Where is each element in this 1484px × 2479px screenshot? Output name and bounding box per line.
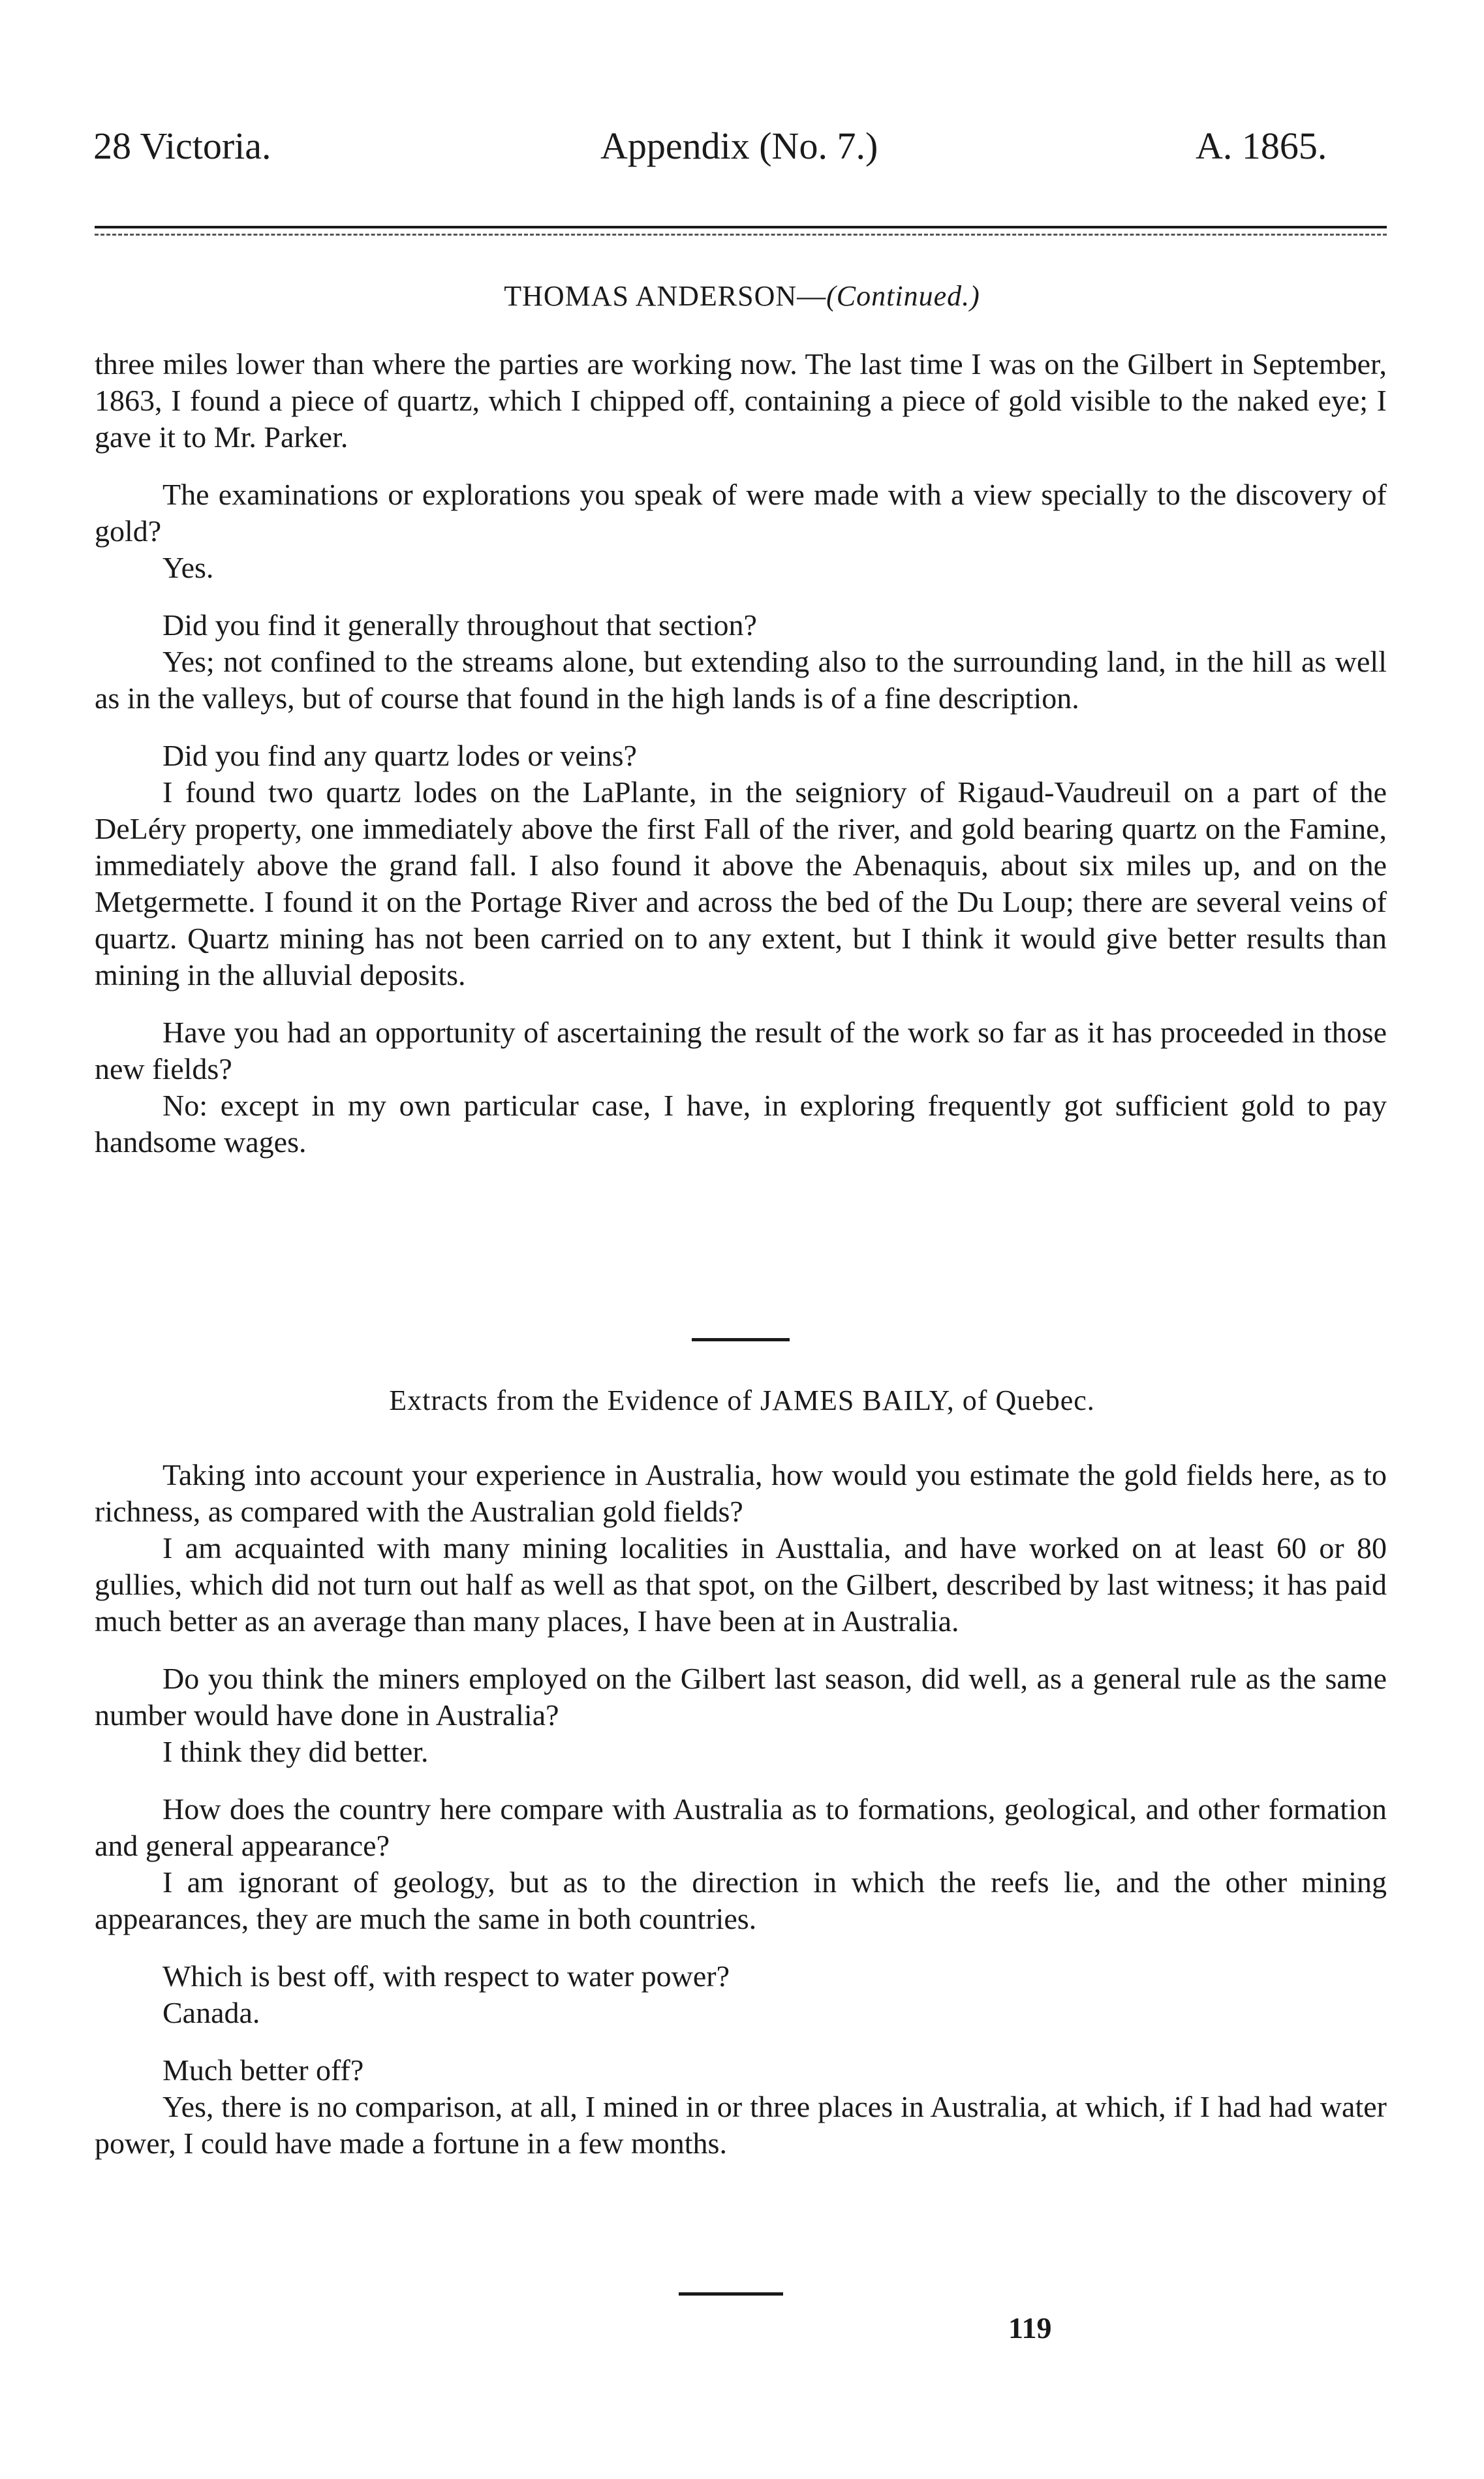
anderson-testimony	[95, 346, 1387, 1161]
question: Much better off?	[162, 2053, 364, 2087]
header-rule-dashed	[95, 234, 1387, 236]
question: How does the country here compare with Australia as to formations, geological, and other formation and general appearance?	[95, 1792, 1387, 1862]
answer: Yes; not confined to the streams alone, but extending also to the surrounding land, in the hill as well as in the valleys, but of course that found in the high lands is of a fine description.	[95, 645, 1387, 715]
answer: I think they did better.	[162, 1735, 429, 1768]
question: Do you think the miners employed on the Gilbert last season, did well, as a general rule as the same number would have done in Australia?	[95, 1662, 1387, 1732]
header-rule	[95, 226, 1387, 228]
answer: No: except in my own particular case, I have, in exploring frequently got sufficient gold to pay handsome wages.	[95, 1089, 1387, 1159]
page-number: 119	[1008, 2311, 1052, 2345]
answer: Canada.	[162, 1996, 260, 2029]
answer: Yes.	[162, 551, 214, 584]
question: Which is best off, with respect to water power?	[162, 1959, 730, 1993]
answer: I am ignorant of geology, but as to the direction in which the reefs lie, and the other mining appearances, they are much the same in both countries.	[95, 1865, 1387, 1935]
answer: I found two quartz lodes on the LaPlante, in the seigniory of Rigaud-Vaudreuil on a part of the DeLéry property, one immediately above the first Fall of the river, and gold bearing quartz on the Famine, immediately above the grand fall. I also found it above the Abenaquis, about six miles up, and on the Metgermette. I found it on the Portage River and across the bed of the Du Loup; there are several veins of quartz. Quartz mining has not been carried on to any extent, but I think it would give better results than mining in the alluvial deposits.	[95, 775, 1387, 991]
question: The examinations or explorations you speak of were made with a view specially to the discovery of gold?	[95, 478, 1387, 548]
end-divider	[679, 2292, 783, 2296]
section-title-anderson	[0, 279, 1484, 313]
header-appendix: Appendix (No. 7.)	[600, 125, 878, 167]
baily-testimony	[95, 1457, 1387, 2162]
section-title-continued: (Continued.)	[826, 280, 980, 312]
paragraph: three miles lower than where the parties are working now. The last time I was on the Gilbert in September, 1863, I found a piece of quartz, which I chipped off, containing a piece of gold visible to the naked eye; I gave it to Mr. Parker.	[95, 347, 1387, 454]
section-title-main: THOMAS ANDERSON—	[504, 280, 827, 312]
header-year: A. 1865.	[1196, 125, 1327, 167]
question: Have you had an opportunity of ascertaining the result of the work so far as it has proceeded in those new fields?	[95, 1016, 1387, 1085]
section-title-baily: Extracts from the Evidence of JAMES BAILY, of Quebec.	[389, 1384, 1095, 1416]
question: Did you find it generally throughout that section?	[162, 608, 757, 642]
answer: I am acquainted with many mining localities in Austtalia, and have worked on at least 60 or 80 gullies, which did not turn out half as well as that spot, on the Gilbert, described by last witness; it has paid much better as an average than many places, I have been at in Australia.	[95, 1531, 1387, 1638]
question: Taking into account your experience in Australia, how would you estimate the gold fields here, as to richness, as compared with the Australian gold fields?	[95, 1458, 1387, 1528]
section-divider	[692, 1338, 790, 1341]
question: Did you find any quartz lodes or veins?	[162, 739, 637, 772]
answer: Yes, there is no comparison, at all, I mined in or three places in Australia, at which, if I had had water power, I could have made a fortune in a few months.	[95, 2090, 1387, 2160]
page-header	[0, 124, 1484, 183]
header-session: 28 Victoria.	[93, 125, 271, 167]
